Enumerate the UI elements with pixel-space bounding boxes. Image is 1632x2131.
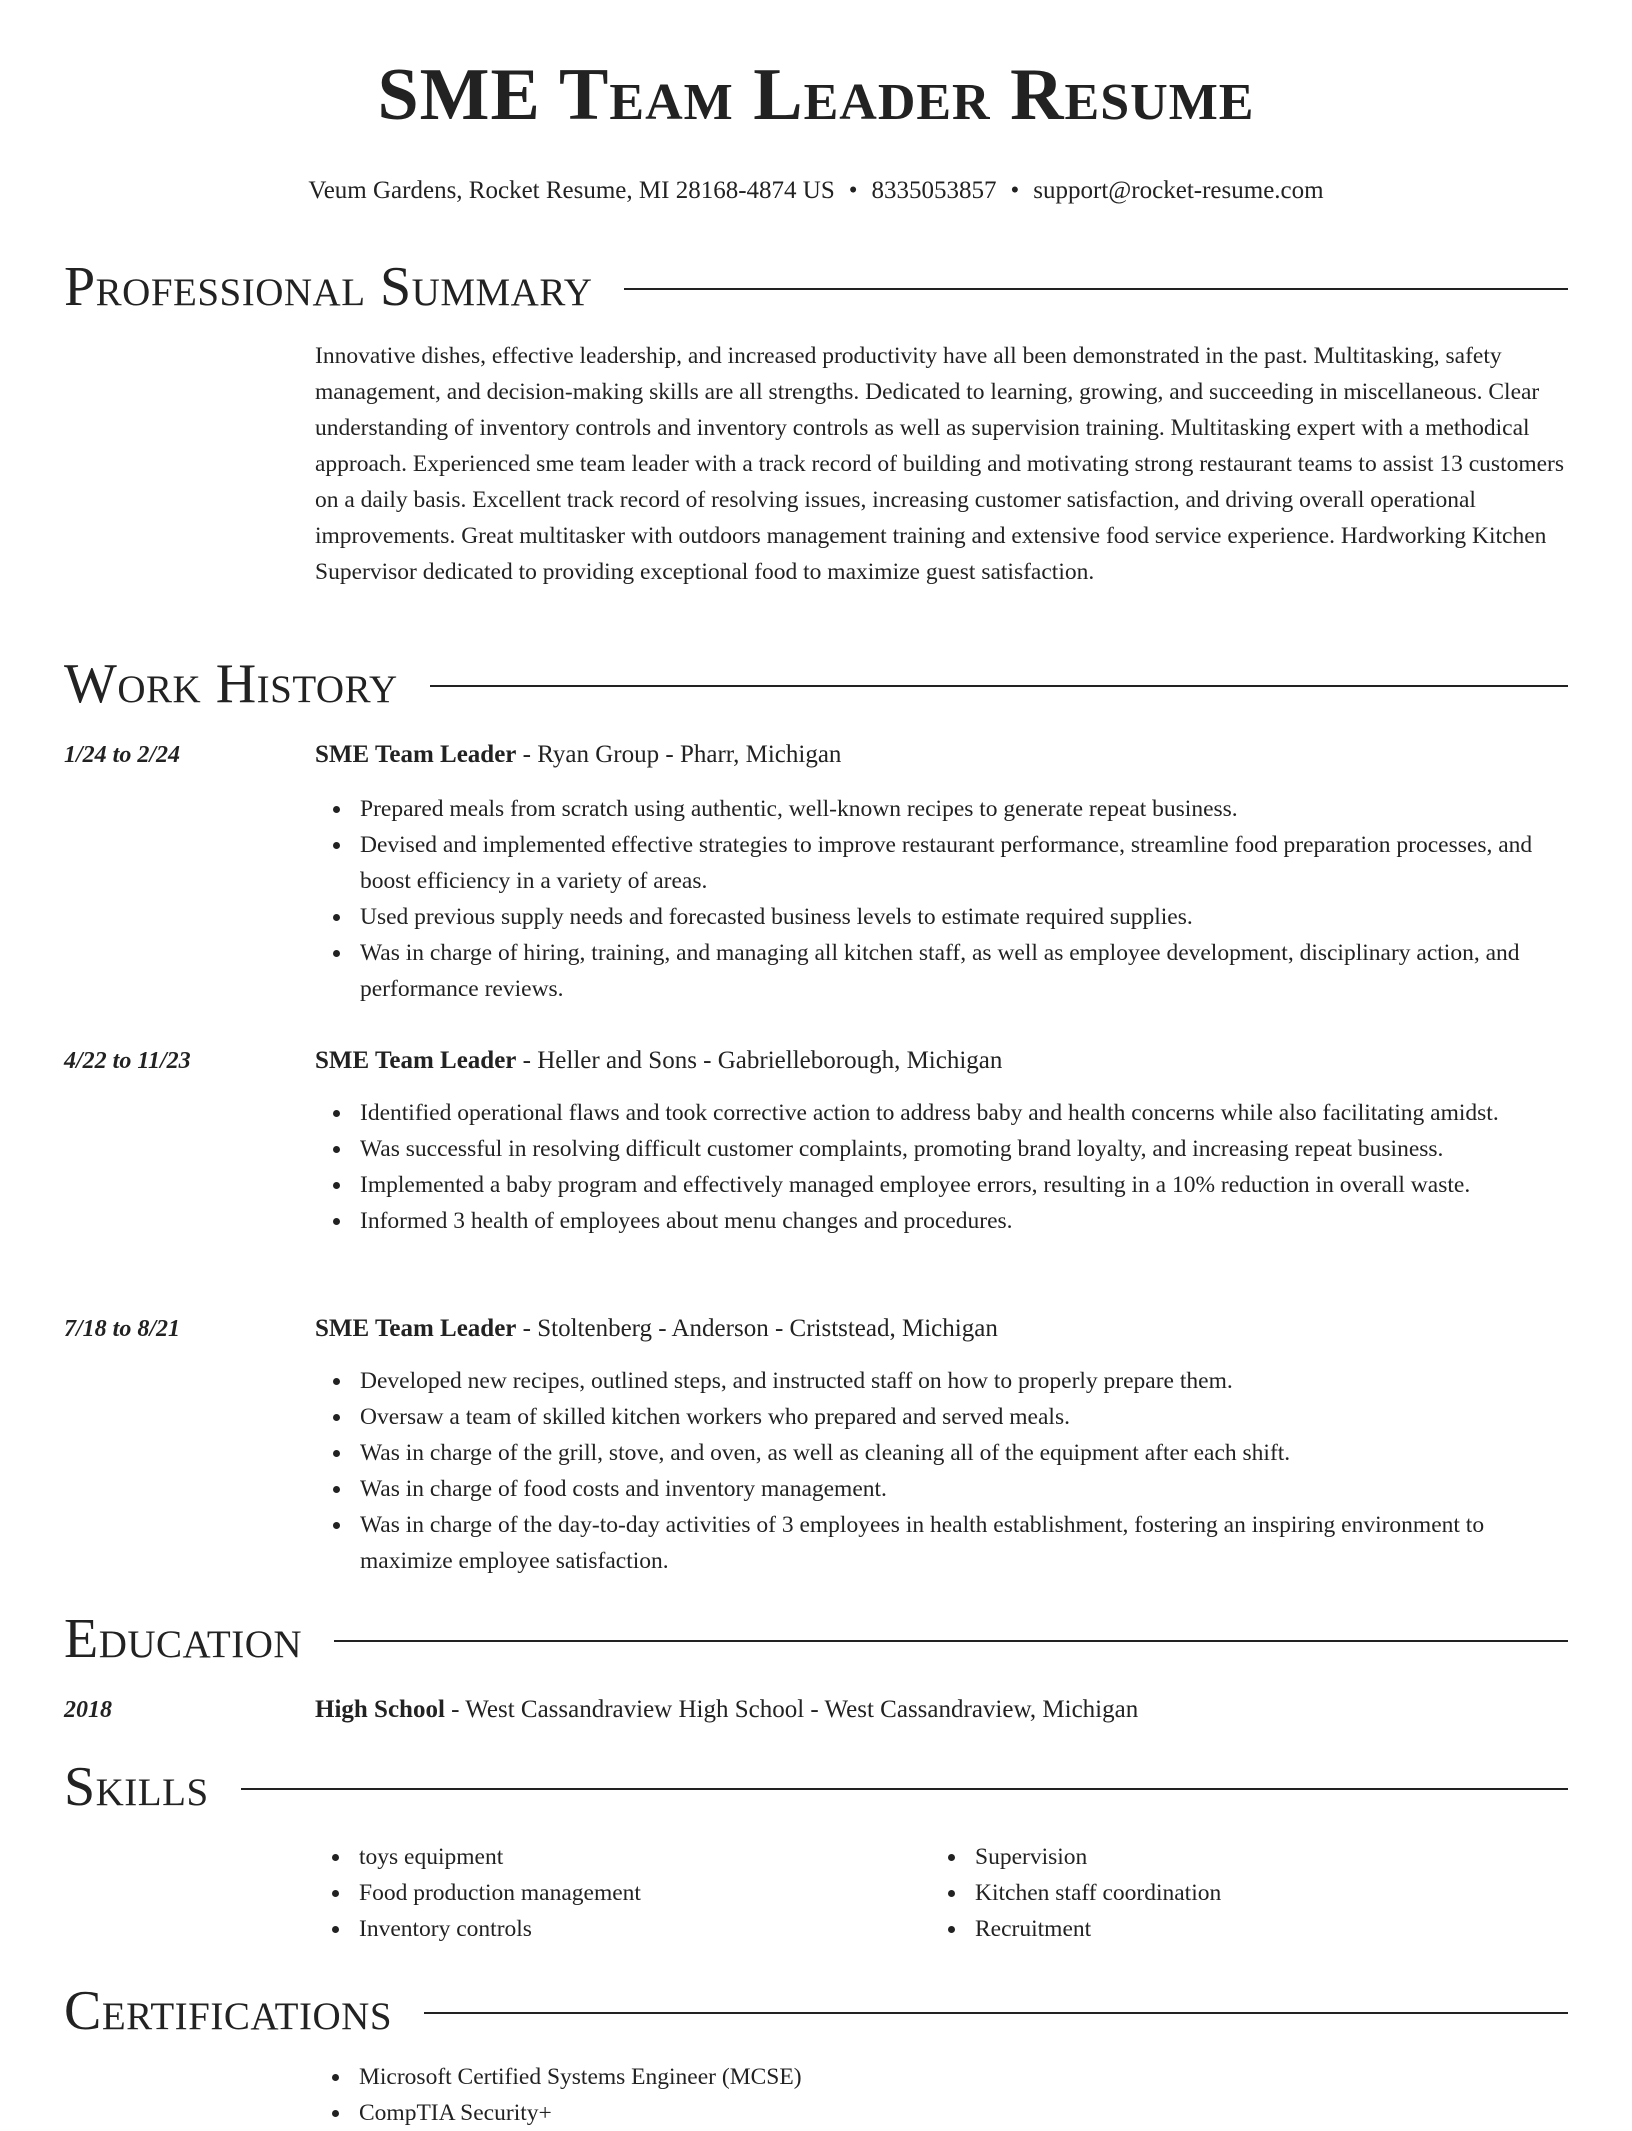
job-details: - Heller and Sons - Gabrielleborough, Michigan — [516, 1047, 1003, 1074]
education-date: 2018 — [64, 1697, 112, 1723]
job-details: - Ryan Group - Pharr, Michigan — [516, 741, 842, 768]
job-headline — [315, 1311, 1568, 1347]
job-headline — [315, 1043, 1568, 1079]
section-divider — [424, 2012, 1568, 2014]
section-title: Certifications — [64, 1980, 393, 2042]
job-bullet: Devised and implemented effective strategies to improve restaurant performance, streamline food preparation processes, and boost efficiency in a variety of areas. — [360, 827, 1568, 899]
job-dates: 7/18 to 8/21 — [64, 1316, 181, 1342]
section-divider — [334, 1640, 1568, 1642]
job-bullets — [360, 1363, 1568, 1579]
certification-item: CompTIA Security+ — [359, 2095, 1559, 2131]
contact-email: support@rocket-resume.com — [1033, 177, 1324, 204]
job-headline — [315, 737, 1568, 773]
skills-section-heading — [64, 1757, 1568, 1817]
summary-section-heading — [64, 257, 1568, 317]
section-title: Education — [64, 1608, 303, 1670]
job-bullets — [360, 791, 1568, 1007]
section-title: Work History — [64, 653, 398, 715]
skills-list-left — [359, 1839, 919, 1947]
education-details: - West Cassandraview High School - West Cassandraview, Michigan — [444, 1696, 1139, 1723]
job-role: SME Team Leader — [315, 1047, 517, 1074]
job-bullet: Used previous supply needs and forecasted business levels to estimate required supplies. — [360, 899, 1568, 935]
certifications-section-heading — [64, 1981, 1568, 2041]
job-role: SME Team Leader — [315, 1315, 517, 1342]
certifications-list — [359, 2059, 1559, 2131]
job-details: - Stoltenberg - Anderson - Criststead, Michigan — [516, 1315, 998, 1342]
job-bullet: Prepared meals from scratch using authentic, well-known recipes to generate repeat business. — [360, 791, 1568, 827]
job-dates: 1/24 to 2/24 — [64, 742, 181, 768]
job-bullet: Informed 3 health of employees about menu changes and procedures. — [360, 1203, 1568, 1239]
skills-list-right — [975, 1839, 1535, 1947]
contact-address: Veum Gardens, Rocket Resume, MI 28168-4874 US — [308, 177, 835, 204]
contact-separator: • — [848, 177, 858, 204]
job-bullet: Identified operational flaws and took corrective action to address baby and health concerns while also facilitating amidst. — [360, 1095, 1568, 1131]
resume-title: SME Team Leader Resume — [377, 54, 1255, 136]
work-history-section-heading — [64, 654, 1568, 714]
contact-separator: • — [1010, 177, 1020, 204]
job-bullet: Was in charge of food costs and inventory management. — [360, 1471, 1568, 1507]
section-title: Professional Summary — [64, 256, 593, 318]
job-bullet: Was in charge of the grill, stove, and oven, as well as cleaning all of the equipment after each shift. — [360, 1435, 1568, 1471]
skill-item: Inventory controls — [359, 1911, 919, 1947]
skill-item: Kitchen staff coordination — [975, 1875, 1535, 1911]
skill-item: Food production management — [359, 1875, 919, 1911]
job-bullet: Oversaw a team of skilled kitchen workers who prepared and served meals. — [360, 1399, 1568, 1435]
contact-phone: 8335053857 — [871, 177, 997, 204]
education-degree: High School — [315, 1696, 445, 1723]
job-role: SME Team Leader — [315, 741, 517, 768]
section-divider — [241, 1788, 1568, 1790]
section-title: Skills — [64, 1756, 209, 1818]
job-bullet: Developed new recipes, outlined steps, and instructed staff on how to properly prepare them. — [360, 1363, 1568, 1399]
certification-item: Microsoft Certified Systems Engineer (MCSE) — [359, 2059, 1559, 2095]
education-section-heading — [64, 1609, 1568, 1669]
skill-item: Recruitment — [975, 1911, 1535, 1947]
summary-text: Innovative dishes, effective leadership, and increased productivity have all been demonstrated in the past. Multitasking, safety management, and decision-making skills are all strengths. Dedicated to learning, growing, and succeeding in miscellaneous. Clear understanding of inventory controls and inventory controls as well as supervision training. Multitasking expert with a methodical approach. Experienced sme team leader with a track record of building and motivating strong restaurant teams to assist 13 customers on a daily basis. Excellent track record of resolving issues, increasing customer satisfaction, and driving overall operational improvements. Great multitasker with outdoors management training and extensive food service experience. Hardworking Kitchen Supervisor dedicated to providing exceptional food to maximize guest satisfaction. — [315, 343, 1565, 585]
contact-line — [0, 176, 1632, 206]
section-divider — [430, 685, 1568, 687]
job-bullet: Implemented a baby program and effectively managed employee errors, resulting in a 10% reduction in overall waste. — [360, 1167, 1568, 1203]
skill-item: toys equipment — [359, 1839, 919, 1875]
job-bullet: Was in charge of the day-to-day activities of 3 employees in health establishment, fostering an inspiring environment to maximize employee satisfaction. — [360, 1507, 1568, 1579]
job-bullet: Was successful in resolving difficult customer complaints, promoting brand loyalty, and increasing repeat business. — [360, 1131, 1568, 1167]
job-dates: 4/22 to 11/23 — [64, 1048, 191, 1074]
skill-item: Supervision — [975, 1839, 1535, 1875]
job-bullet: Was in charge of hiring, training, and managing all kitchen staff, as well as employee development, disciplinary action, and performance reviews. — [360, 935, 1568, 1007]
education-headline — [315, 1692, 1568, 1728]
job-bullets — [360, 1095, 1568, 1239]
section-divider — [624, 288, 1568, 290]
